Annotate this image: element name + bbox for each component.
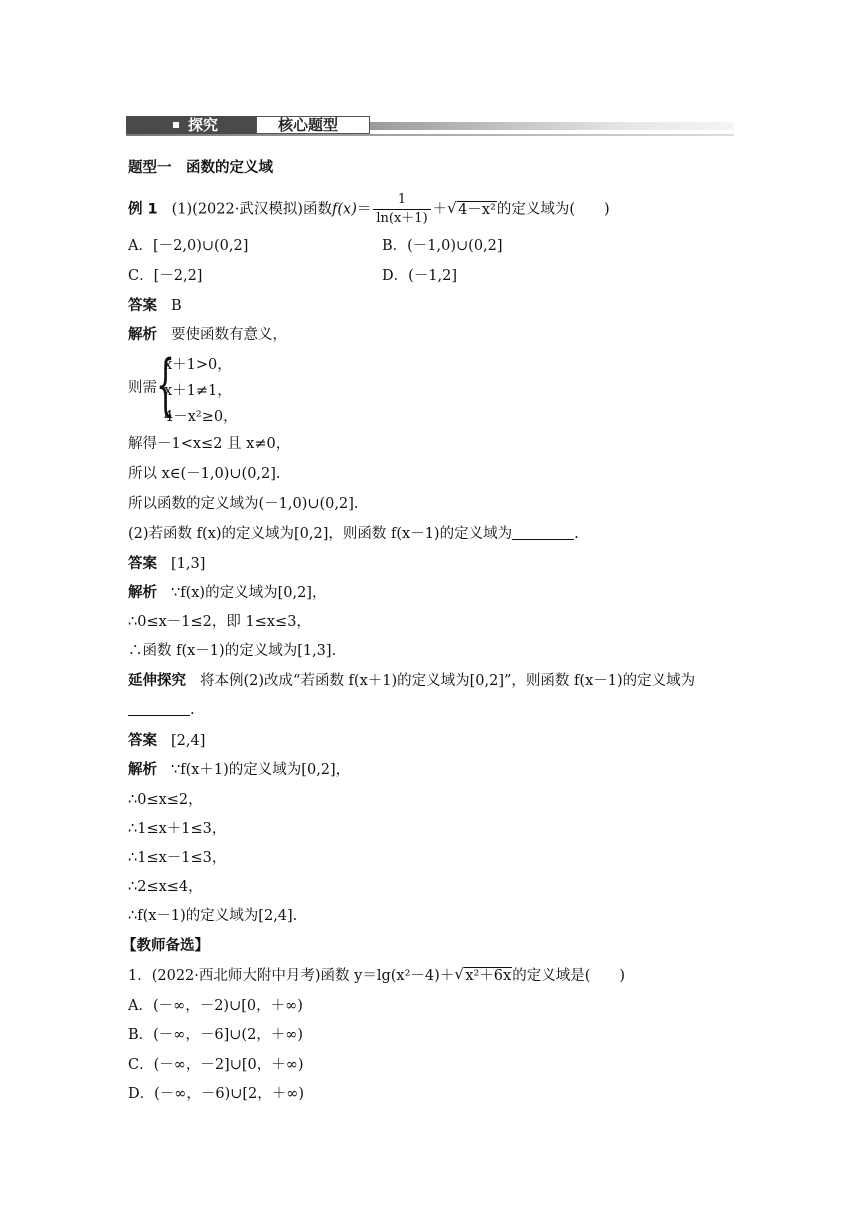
extension-label: 延伸探究 <box>128 673 186 689</box>
example-sqrt <box>447 196 497 224</box>
banner-right-label: 核心题型 <box>278 116 339 134</box>
section-title: 题型一 函数的定义域 <box>128 160 273 176</box>
answer-value: [2,4] <box>171 733 206 749</box>
example-label: 例 1 <box>128 201 158 218</box>
analysis-line: ∵f(x＋1)的定义域为[0,2]， <box>171 762 351 778</box>
example-plus: ＋ <box>432 201 448 218</box>
analysis-intro: 要使函数有意义， <box>171 327 287 343</box>
sqrt-body: 4－x² <box>458 201 496 218</box>
banner-underline <box>126 134 734 136</box>
teacher-header: 【教师备选】 <box>122 938 209 954</box>
option-d: D．(－1,2] <box>382 268 457 284</box>
banner-left-label: 探究 <box>188 116 219 134</box>
extension-blank-line <box>128 700 195 720</box>
example-stem-prefix: (1)(2022·武汉模拟)函数 <box>171 201 333 218</box>
fraction-denominator: ln(x＋1) <box>376 211 428 226</box>
teacher-option: B．(－∞，－6]∪(2，＋∞) <box>128 1027 304 1043</box>
option-c: C．[－2,2] <box>128 268 203 284</box>
extension-question <box>128 671 695 691</box>
teacher-question-prefix: 1．(2022·西北师大附中月考)函数 y＝lg(x²－4)＋ <box>128 968 455 984</box>
answer-1 <box>128 296 182 316</box>
answer-value: [1,3] <box>171 556 206 572</box>
sqrt-radical-icon: √ <box>454 965 464 983</box>
analysis-2-line: ∴函数 f(x－1)的定义域为[1,3]. <box>128 643 337 659</box>
analysis-3-line: ∴1≤x－1≤3， <box>128 850 227 866</box>
fraction-numerator: 1 <box>373 191 430 210</box>
answer-label: 答案 <box>128 733 157 749</box>
analysis-3-line: ∴2≤x≤4， <box>128 879 203 895</box>
system-need-label: 则需 <box>128 380 157 396</box>
example-equals: ＝ <box>356 201 372 218</box>
teacher-option: C．(－∞，－2]∪[0，＋∞) <box>128 1057 304 1073</box>
answer-2 <box>128 554 205 574</box>
analysis-1-line: 解得－1<x≤2 且 x≠0， <box>128 436 291 452</box>
part-2-tail: . <box>574 526 579 542</box>
analysis-1-line: 所以 x∈(－1,0)∪(0,2]. <box>128 466 281 482</box>
option-a: A．[－2,0)∪(0,2] <box>128 238 249 254</box>
answer-3 <box>128 731 205 751</box>
teacher-option: A．(－∞，－2)∪[0，＋∞) <box>128 998 303 1014</box>
analysis-label: 解析 <box>128 585 157 601</box>
analysis-2-line: ∴0≤x－1≤2，即 1≤x≤3， <box>128 614 311 630</box>
teacher-option: D．(－∞，－6)∪[2，＋∞) <box>128 1086 305 1102</box>
answer-label: 答案 <box>128 298 157 314</box>
analysis-3-line-first <box>128 760 350 780</box>
banner-square-bullet-icon <box>173 122 179 128</box>
system-line: x＋1>0， <box>164 357 232 373</box>
system-lines <box>164 352 238 430</box>
example-fx: f(x) <box>332 201 357 218</box>
teacher-question-suffix: 的定义域是( ) <box>512 968 626 984</box>
option-b: B．(－1,0)∪(0,2] <box>382 238 503 254</box>
banner-gradient-bar <box>370 122 734 130</box>
extension-text: 将本例(2)改成“若函数 f(x＋1)的定义域为[0,2]”，则函数 f(x－1)的定义域为 <box>200 673 696 689</box>
analysis-line: ∵f(x)的定义域为[0,2]， <box>171 585 327 601</box>
teacher-question <box>128 966 625 986</box>
left-brace-icon: { <box>156 346 175 423</box>
system-line: 4－x²≥0， <box>164 409 238 425</box>
answer-blank <box>128 701 190 716</box>
analysis-3-line: ∴f(x－1)的定义域为[2,4]. <box>128 908 298 924</box>
example-fraction <box>373 191 430 228</box>
answer-value: B <box>171 298 182 314</box>
part-2-question <box>128 524 579 544</box>
analysis-3-line: ∴1≤x＋1≤3， <box>128 821 227 837</box>
example-1-stem <box>128 191 610 228</box>
part-2-text: (2)若函数 f(x)的定义域为[0,2]，则函数 f(x－1)的定义域为 <box>128 526 513 542</box>
section-banner <box>126 114 734 136</box>
sqrt-body: x²＋6x <box>465 968 512 984</box>
analysis-1-intro <box>128 325 287 345</box>
analysis-label: 解析 <box>128 762 157 778</box>
analysis-label: 解析 <box>128 327 157 343</box>
teacher-sqrt <box>454 966 512 986</box>
analysis-3-line: ∴0≤x≤2， <box>128 792 203 808</box>
answer-blank <box>512 525 574 540</box>
extension-tail: . <box>190 702 195 718</box>
system-line: x＋1≠1， <box>164 383 232 399</box>
analysis-2-line-first <box>128 583 326 603</box>
analysis-1-line: 所以函数的定义域为(－1,0)∪(0,2]. <box>128 496 359 512</box>
example-stem-suffix: 的定义域为( ) <box>496 201 610 218</box>
answer-label: 答案 <box>128 556 157 572</box>
sqrt-radical-icon: √ <box>447 198 457 217</box>
